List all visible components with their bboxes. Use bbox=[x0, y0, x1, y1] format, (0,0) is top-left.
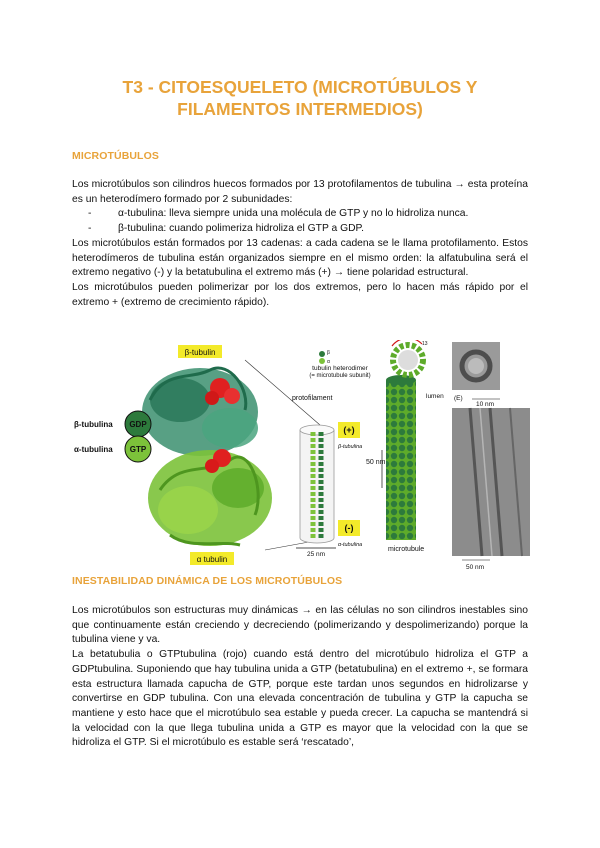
microtubule-cylinder bbox=[300, 425, 334, 543]
minus-end-label: (-) bbox=[344, 523, 354, 533]
alpha-small-label: α-tubulina bbox=[338, 542, 363, 548]
microtubule-label: microtubule bbox=[388, 546, 425, 553]
paragraph-dynamic: Los microtúbulos son estructuras muy dinámicas → en las células no son cilindros inestables sino que continuamente están creciendo y decreciendo (polimerizando y despolimerizando) porque la tubulina viene y va. bbox=[72, 605, 528, 646]
beta-tubulina-side-label: β-tubulina bbox=[74, 420, 113, 429]
beta-symbol: β bbox=[327, 350, 330, 356]
section-heading-inestabilidad: INESTABILIDAD DINÁMICA DE LOS MICROTÚBULOS bbox=[72, 575, 343, 587]
bullet-alpha-text: α-tubulina: lleva siempre unida una molécula de GTP y no lo hidroliza nunca. bbox=[118, 208, 469, 220]
paragraph-intro: Los microtúbulos son cilindros huecos formados por 13 protofilamentos de tubulina → esta proteína es un heterodímero formado por 2 subunidades: bbox=[72, 179, 528, 205]
microtubule-column-3d bbox=[386, 375, 416, 540]
gdp-label: GDP bbox=[129, 420, 147, 429]
em-longitudinal-image bbox=[452, 408, 530, 556]
10nm-label: 10 nm bbox=[476, 401, 495, 408]
heterodimer-icon bbox=[319, 350, 330, 365]
bullet-beta bbox=[72, 222, 528, 237]
microtubule-figure bbox=[70, 340, 530, 572]
protofilament-label: protofilament bbox=[292, 395, 333, 402]
paragraph-gtp-cap: La betatubulia o GTPtubulina (rojo) cuando está dentro del microtúbulo hidroliza el GTP a GDPtubulina. Suponiendo que hay tubulina unida a GTP (betatubulina) en el extremo +, se formara esta estructura llamada capucha de GTP, porque este tardan unos segundos en hidrolizarse y convertirse en GDP tubulina. Con una elevada concentración de tubulina y GTP la capucha se mantiene y esto hace que el microtúbulo sea estable y pueda crecer. La capucha se mantendrá si la velocidad con la que llega tubulina unida a GTP es mayor que la velocidad con la que se hidroliza el GTP. Si el microtúbulo es estable será ‘rescatado’, bbox=[72, 649, 528, 749]
page-title bbox=[60, 76, 540, 120]
panel-e-label: (E) bbox=[454, 395, 463, 402]
bullet-beta-text: β-tubulina: cuando polimeriza hidroliza el GTP a GDP. bbox=[118, 223, 364, 235]
section1-body bbox=[72, 178, 528, 310]
50nm-em-label: 50 nm bbox=[466, 564, 485, 571]
microtubule-ring-cross-section bbox=[392, 340, 423, 375]
bullet-marker: - bbox=[88, 223, 92, 235]
heterodimer-label-line1: tubulin heterodimer bbox=[312, 365, 368, 372]
bullet-marker: - bbox=[88, 208, 92, 220]
alpha-tubulin-label: α tubulin bbox=[196, 555, 228, 564]
50nm-label: 50 nm bbox=[366, 459, 386, 466]
bullet-alpha bbox=[72, 207, 528, 222]
title-line-1: T3 - CITOESQUELETO (MICROTÚBULOS Y bbox=[122, 77, 478, 97]
plus-end-label: (+) bbox=[343, 425, 355, 435]
section2-body bbox=[72, 604, 528, 751]
title-line-2: FILAMENTOS INTERMEDIOS) bbox=[177, 99, 423, 119]
beta-small-label: β-tubulina bbox=[338, 444, 363, 450]
heterodimer-label-line2: (= microtubule subunit) bbox=[309, 373, 371, 379]
25nm-label: 25 nm bbox=[306, 551, 326, 558]
lumen-label: lumen bbox=[426, 393, 444, 400]
alpha-symbol: α bbox=[327, 359, 330, 365]
gtp-label: GTP bbox=[129, 445, 147, 454]
em-cross-section-image bbox=[452, 342, 500, 390]
alpha-tubulina-side-label: α-tubulina bbox=[74, 445, 113, 454]
beta-tubulin-label: β-tubulin bbox=[184, 348, 216, 357]
paragraph-protofilament: Los microtúbulos están formados por 13 cadenas: a cada cadena se le llama protofilamento. Estos heterodímeros de tubulina están organizados siempre en el mismo orden: la alfatubulina será el extremo negativo (-) y la betatubulina el extremo más (+) → tiene polaridad estructural. bbox=[72, 237, 528, 279]
paragraph-polymerize: Los microtúbulos pueden polimerizar por los dos extremos, pero lo hacen más rápido por el extremo + (extremo de crecimiento rápido). bbox=[72, 281, 528, 308]
ring-count-label: 13 bbox=[422, 341, 428, 347]
section-heading-microtubulos: MICROTÚBULOS bbox=[72, 150, 159, 162]
